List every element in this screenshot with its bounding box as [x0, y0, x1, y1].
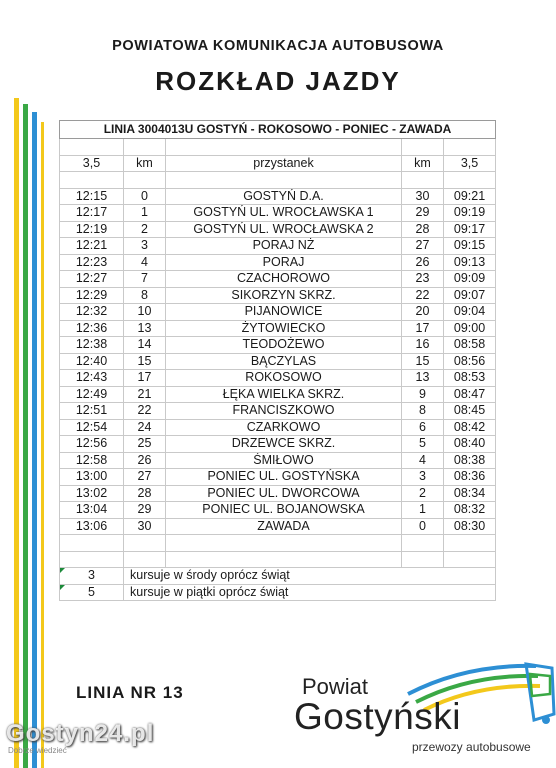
legend-text: kursuje w środy oprócz świąt: [124, 568, 496, 585]
km-return: 23: [402, 271, 444, 288]
departure-time: 12:40: [60, 353, 124, 370]
legend-row: [60, 584, 496, 601]
timetable-row: [60, 452, 496, 469]
timetable-row: [60, 271, 496, 288]
km-return: 3: [402, 469, 444, 486]
stop-name: BĄCZYLAS: [166, 353, 402, 370]
return-time: 08:38: [444, 452, 496, 469]
stop-name: PONIEC UL. GOSTYŃSKA: [166, 469, 402, 486]
spacer-row: [60, 172, 496, 189]
km-outbound: 27: [124, 469, 166, 486]
km-outbound: 1: [124, 205, 166, 222]
km-return: 22: [402, 287, 444, 304]
watermark-subtitle: Dobrze wiedzieć: [8, 746, 67, 755]
departure-time: 12:17: [60, 205, 124, 222]
spacer-row: [60, 535, 496, 552]
return-time: 09:15: [444, 238, 496, 255]
stop-name: TEODOŻEWO: [166, 337, 402, 354]
km-return: 4: [402, 452, 444, 469]
stop-name: GOSTYŃ UL. WROCŁAWSKA 2: [166, 221, 402, 238]
timetable-row: [60, 254, 496, 271]
return-time: 08:58: [444, 337, 496, 354]
km-return: 6: [402, 419, 444, 436]
km-return: 1: [402, 502, 444, 519]
stop-name: CZARKOWO: [166, 419, 402, 436]
km-outbound: 10: [124, 304, 166, 321]
km-return: 15: [402, 353, 444, 370]
stop-name: GOSTYŃ UL. WROCŁAWSKA 1: [166, 205, 402, 222]
km-return: 20: [402, 304, 444, 321]
spacer-row: [60, 551, 496, 568]
legend-code: 3: [60, 568, 124, 585]
km-outbound: 13: [124, 320, 166, 337]
km-outbound: 25: [124, 436, 166, 453]
km-return: 26: [402, 254, 444, 271]
timetable-row: [60, 403, 496, 420]
stop-name: ŁĘKA WIELKA SKRZ.: [166, 386, 402, 403]
return-time: 08:45: [444, 403, 496, 420]
timetable-row: [60, 502, 496, 519]
timetable-row: [60, 518, 496, 535]
course-header-left: 3,5: [60, 155, 124, 172]
km-return: 17: [402, 320, 444, 337]
km-outbound: 2: [124, 221, 166, 238]
km-outbound: 7: [124, 271, 166, 288]
return-time: 08:32: [444, 502, 496, 519]
km-return: 27: [402, 238, 444, 255]
km-return: 28: [402, 221, 444, 238]
departure-time: 13:02: [60, 485, 124, 502]
departure-time: 12:29: [60, 287, 124, 304]
departure-time: 12:51: [60, 403, 124, 420]
km-outbound: 28: [124, 485, 166, 502]
timetable-row: [60, 238, 496, 255]
km-outbound: 22: [124, 403, 166, 420]
km-outbound: 30: [124, 518, 166, 535]
timetable-row: [60, 353, 496, 370]
stop-name: CZACHOROWO: [166, 271, 402, 288]
km-outbound: 21: [124, 386, 166, 403]
stop-name: PORAJ NŻ: [166, 238, 402, 255]
timetable-row: [60, 221, 496, 238]
timetable-row: [60, 287, 496, 304]
page-title: ROZKŁAD JAZDY: [155, 66, 401, 96]
departure-time: 12:21: [60, 238, 124, 255]
departure-time: 12:32: [60, 304, 124, 321]
logo-word-gostynski: Gostyński: [294, 696, 461, 737]
organization-heading: POWIATOWA KOMUNIKACJA AUTOBUSOWA: [112, 38, 444, 54]
departure-time: 12:15: [60, 188, 124, 205]
return-time: 08:30: [444, 518, 496, 535]
km-header-left: km: [124, 155, 166, 172]
timetable-row: [60, 436, 496, 453]
departure-time: 12:23: [60, 254, 124, 271]
km-outbound: 4: [124, 254, 166, 271]
timetable-row: [60, 205, 496, 222]
timetable-row: [60, 386, 496, 403]
course-header-right: 3,5: [444, 155, 496, 172]
timetable-row: [60, 485, 496, 502]
return-time: 08:40: [444, 436, 496, 453]
logo-tagline: przewozy autobusowe: [412, 740, 531, 754]
km-return: 29: [402, 205, 444, 222]
km-outbound: 24: [124, 419, 166, 436]
departure-time: 13:06: [60, 518, 124, 535]
decorative-stripes: [12, 98, 52, 768]
timetable: [59, 120, 496, 601]
return-time: 09:00: [444, 320, 496, 337]
stop-name: GOSTYŃ D.A.: [166, 188, 402, 205]
departure-time: 12:43: [60, 370, 124, 387]
logo-word-powiat: Powiat: [302, 674, 369, 699]
timetable-row: [60, 469, 496, 486]
stop-name: PORAJ: [166, 254, 402, 271]
departure-time: 12:58: [60, 452, 124, 469]
km-header-right: km: [402, 155, 444, 172]
watermark: Gostyn24.pl: [6, 720, 155, 747]
km-return: 9: [402, 386, 444, 403]
km-outbound: 15: [124, 353, 166, 370]
return-time: 08:34: [444, 485, 496, 502]
km-return: 2: [402, 485, 444, 502]
stop-name: FRANCISZKOWO: [166, 403, 402, 420]
stop-name: ŚMIŁOWO: [166, 452, 402, 469]
return-time: 08:47: [444, 386, 496, 403]
stop-name: PONIEC UL. DWORCOWA: [166, 485, 402, 502]
return-time: 08:42: [444, 419, 496, 436]
legend-code: 5: [60, 584, 124, 601]
legend-row: [60, 568, 496, 585]
departure-time: 12:19: [60, 221, 124, 238]
timetable-row: [60, 304, 496, 321]
return-time: 09:09: [444, 271, 496, 288]
spacer-row: [60, 139, 496, 156]
stop-name: ZAWADA: [166, 518, 402, 535]
km-outbound: 14: [124, 337, 166, 354]
km-outbound: 8: [124, 287, 166, 304]
return-time: 09:04: [444, 304, 496, 321]
timetable-row: [60, 188, 496, 205]
departure-time: 12:38: [60, 337, 124, 354]
km-return: 5: [402, 436, 444, 453]
km-return: 16: [402, 337, 444, 354]
departure-time: 13:00: [60, 469, 124, 486]
line-number-label: LINIA NR 13: [76, 683, 184, 702]
timetable-row: [60, 370, 496, 387]
stop-name: PIJANOWICE: [166, 304, 402, 321]
legend-text: kursuje w piątki oprócz świąt: [124, 584, 496, 601]
timetable-row: [60, 419, 496, 436]
departure-time: 13:04: [60, 502, 124, 519]
departure-time: 12:49: [60, 386, 124, 403]
km-return: 8: [402, 403, 444, 420]
stop-name: DRZEWCE SKRZ.: [166, 436, 402, 453]
km-return: 0: [402, 518, 444, 535]
column-header-row: [60, 155, 496, 172]
return-time: 08:36: [444, 469, 496, 486]
timetable-row: [60, 337, 496, 354]
departure-time: 12:56: [60, 436, 124, 453]
departure-time: 12:27: [60, 271, 124, 288]
departure-time: 12:54: [60, 419, 124, 436]
timetable-row: [60, 320, 496, 337]
return-time: 09:13: [444, 254, 496, 271]
return-time: 08:56: [444, 353, 496, 370]
return-time: 08:53: [444, 370, 496, 387]
line-title-row: [60, 121, 496, 139]
km-return: 13: [402, 370, 444, 387]
km-outbound: 29: [124, 502, 166, 519]
km-outbound: 0: [124, 188, 166, 205]
powiat-gostynski-logo: [288, 650, 556, 762]
km-outbound: 26: [124, 452, 166, 469]
stop-name: ROKOSOWO: [166, 370, 402, 387]
return-time: 09:21: [444, 188, 496, 205]
stop-name: PONIEC UL. BOJANOWSKA: [166, 502, 402, 519]
return-time: 09:07: [444, 287, 496, 304]
km-return: 30: [402, 188, 444, 205]
departure-time: 12:36: [60, 320, 124, 337]
return-time: 09:19: [444, 205, 496, 222]
stop-name: SIKORZYN SKRZ.: [166, 287, 402, 304]
stop-header: przystanek: [166, 155, 402, 172]
return-time: 09:17: [444, 221, 496, 238]
line-title: LINIA 3004013U GOSTYŃ - ROKOSOWO - PONIEC - ZAWADA: [60, 121, 496, 139]
km-outbound: 17: [124, 370, 166, 387]
km-outbound: 3: [124, 238, 166, 255]
stop-name: ŻYTOWIECKO: [166, 320, 402, 337]
